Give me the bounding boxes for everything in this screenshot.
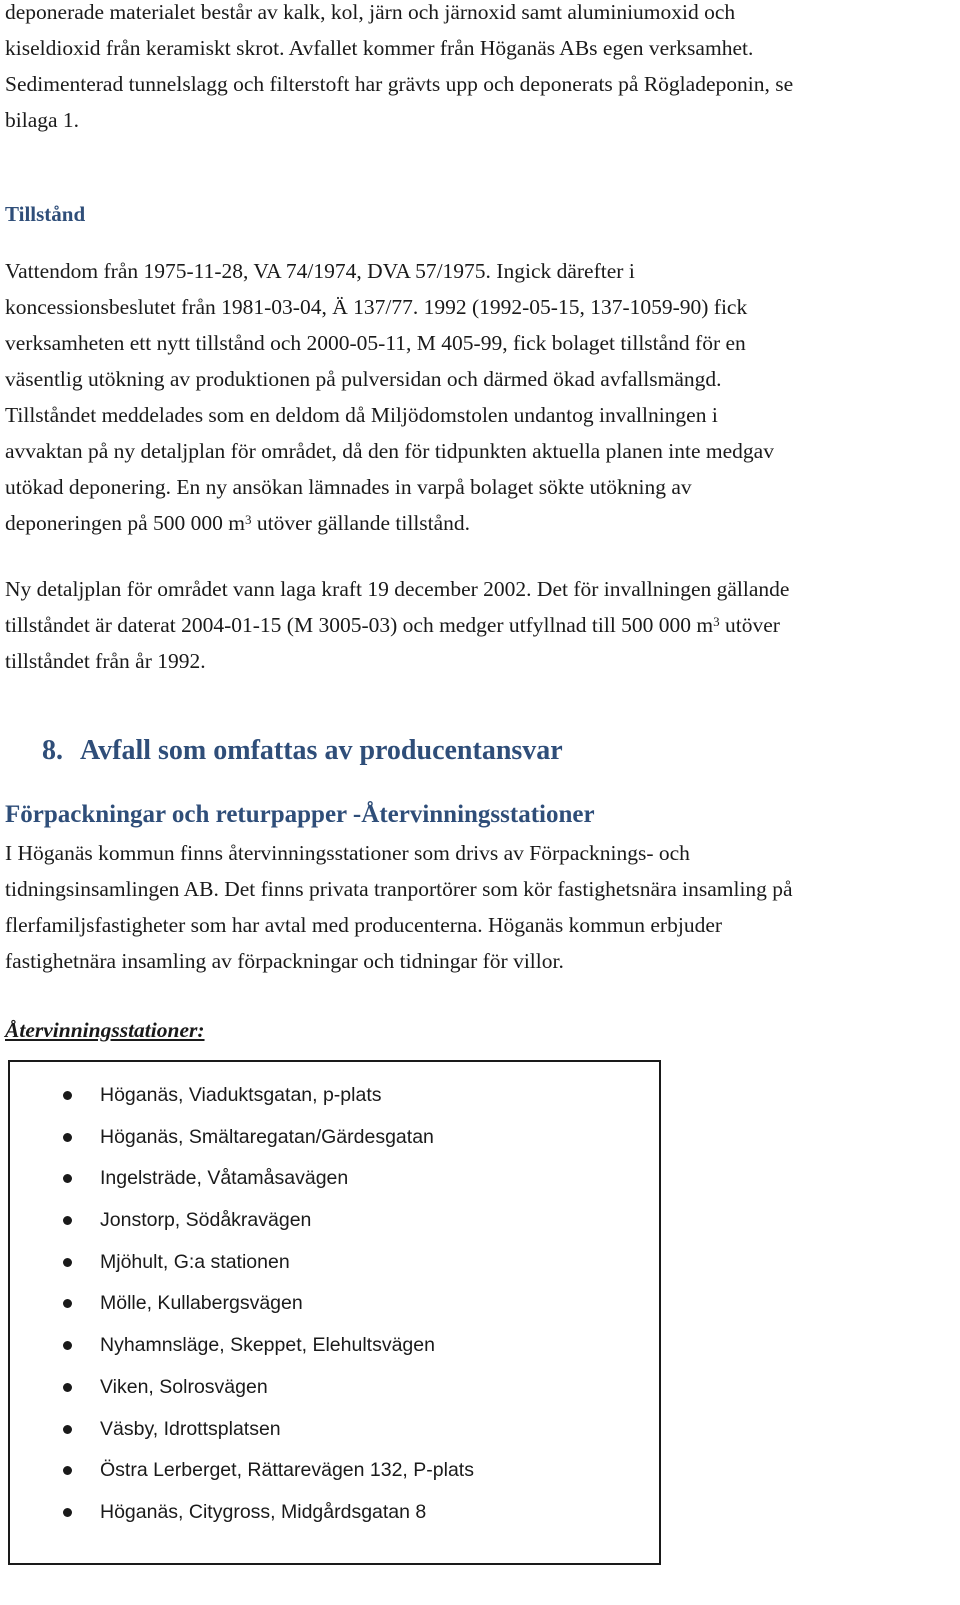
text-line: tillståndet från år 1992.: [5, 649, 206, 673]
list-item: [10, 1242, 474, 1284]
station-label: Höganäs, Citygross, Midgårdsgatan 8: [100, 1500, 427, 1523]
station-label: Höganäs, Viaduktsgatan, p-plats: [100, 1084, 382, 1106]
text-line: Tillståndet meddelades som en deldom då Miljödomstolen undantog invallningen i: [5, 403, 718, 427]
list-item: [10, 1492, 474, 1534]
text-line: [5, 505, 945, 541]
bullet-icon: [63, 1091, 72, 1100]
station-label: Mjöhult, G:a stationen: [100, 1250, 290, 1273]
list-item: [10, 1075, 474, 1117]
tillstand-heading: Tillstånd: [5, 202, 86, 226]
text-span: tillståndet är daterat 2004-01-15 (M 3005-03) och medger utfyllnad till 500 000 m: [5, 613, 714, 637]
list-item: [10, 1158, 474, 1200]
text-span: utöver: [719, 613, 780, 637]
text-span: utöver gällande tillstånd.: [251, 511, 471, 535]
text-line: koncessionsbeslutet från 1981-03-04, Ä 137/77. 1992 (1992-05-15, 137-1059-90) fick: [5, 295, 748, 319]
list-item: [10, 1117, 474, 1159]
text-line: Ny detaljplan för området vann laga kraft 19 december 2002. Det för invallningen gällande: [5, 577, 790, 601]
text-line: deponerade materialet består av kalk, kol, järn och järnoxid samt aluminiumoxid och: [5, 0, 736, 24]
text-line: utökad deponering. En ny ansökan lämnades in varpå bolaget sökte utökning av: [5, 475, 692, 499]
bullet-icon: [63, 1216, 72, 1225]
tillstand-paragraph: [5, 253, 945, 541]
superscript: 3: [713, 614, 720, 629]
superscript: 3: [245, 512, 252, 527]
producentansvar-paragraph: [5, 835, 945, 979]
station-label: Väsby, Idrottsplatsen: [100, 1417, 281, 1440]
detaljplan-paragraph: [5, 571, 945, 679]
text-line: avvaktan på ny detaljplan för området, då den för tidpunkten aktuella planen inte medgav: [5, 439, 774, 463]
station-label: Viken, Solrosvägen: [100, 1375, 268, 1398]
list-item: [10, 1283, 474, 1325]
text-line: [5, 607, 945, 643]
subsection-heading: Förpackningar och returpapper -Återvinningsstationer: [5, 801, 595, 828]
section-title: Avfall som omfattas av producentansvar: [80, 735, 563, 766]
bullet-icon: [63, 1341, 72, 1350]
text-line: Sedimenterad tunnelslagg och filterstoft har grävts upp och deponerats på Rögladeponin, se: [5, 72, 794, 96]
text-span: deponeringen på 500 000 m: [5, 511, 246, 535]
text-line: väsentlig utökning av produktionen på pulversidan och därmed ökad avfallsmängd.: [5, 367, 722, 391]
list-item: [10, 1200, 474, 1242]
intro-paragraph: [5, 0, 945, 138]
bullet-icon: [63, 1383, 72, 1392]
list-item: [10, 1409, 474, 1451]
text-line: kiseldioxid från keramiskt skrot. Avfallet kommer från Höganäs ABs egen verksamhet.: [5, 36, 754, 60]
list-item: [10, 1450, 474, 1492]
bullet-icon: [63, 1508, 72, 1517]
station-label: Höganäs, Smältaregatan/Gärdesgatan: [100, 1125, 434, 1148]
bullet-icon: [63, 1425, 72, 1434]
station-label: Jonstorp, Södåkravägen: [100, 1209, 312, 1232]
text-line: verksamheten ett nytt tillstånd och 2000-05-11, M 405-99, fick bolaget tillstånd för en: [5, 331, 746, 355]
station-label: Nyhamnsläge, Skeppet, Elehultsvägen: [100, 1334, 435, 1357]
station-label: Ingelsträde, Våtamåsavägen: [100, 1167, 349, 1190]
bullet-icon: [63, 1299, 72, 1308]
bullet-icon: [63, 1174, 72, 1183]
text-line: Vattendom från 1975-11-28, VA 74/1974, DVA 57/1975. Ingick därefter i: [5, 259, 635, 283]
text-line: tidningsinsamlingen AB. Det finns privata tranportörer som kör fastighetsnära insamling på: [5, 877, 793, 901]
stations-list: [10, 1075, 474, 1534]
text-line: I Höganäs kommun finns återvinningsstationer som drivs av Förpacknings- och: [5, 841, 690, 865]
stations-box: [8, 1060, 661, 1565]
text-line: flerfamiljsfastigheter som har avtal med producenterna. Höganäs kommun erbjuder: [5, 913, 723, 937]
list-item: [10, 1325, 474, 1367]
stations-heading: Återvinningsstationer:: [5, 1018, 205, 1042]
section-heading: [42, 731, 563, 771]
section-number: 8.: [42, 735, 63, 766]
bullet-icon: [63, 1466, 72, 1475]
text-line: fastighetnära insamling av förpackningar och tidningar för villor.: [5, 949, 564, 973]
station-label: Östra Lerberget, Rättarevägen 132, P-plats: [100, 1459, 474, 1482]
list-item: [10, 1367, 474, 1409]
bullet-icon: [63, 1133, 72, 1142]
station-label: Mölle, Kullabergsvägen: [100, 1292, 303, 1315]
bullet-icon: [63, 1258, 72, 1267]
text-line: bilaga 1.: [5, 108, 80, 132]
